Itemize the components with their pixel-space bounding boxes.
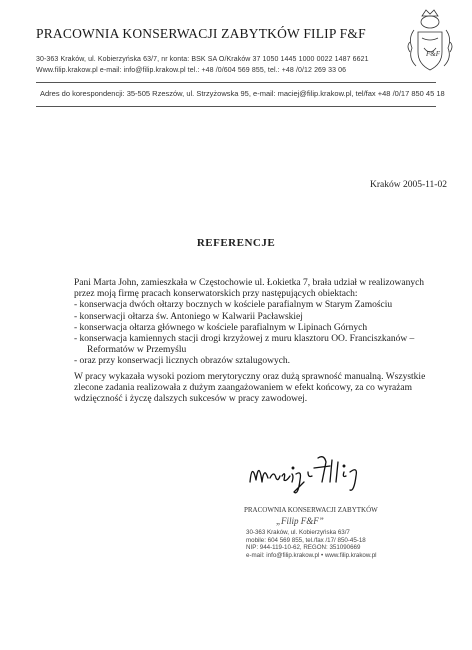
stamp-line: NIP: 944-119-10-62, REGON: 351090669 <box>246 544 361 552</box>
body-line: przez moją firmę pracach konserwatorskich przy następujących obiektach: <box>74 289 358 300</box>
list-item: - konserwacja kamiennych stacji drogi krzyżowej z muru klasztoru OO. Franciszkanów – <box>74 334 415 345</box>
stamp-line: 30-363 Kraków, ul. Kobierzyńska 63/7 <box>246 529 350 536</box>
body-line: Pani Marta John, zamieszkała w Częstochowie ul. Łokietka 7, brała udział w realizowanych <box>74 278 425 288</box>
body-line: wdzięczność i życzę dalszych sukcesów w pracy zawodowej. <box>74 394 308 405</box>
paragraph-assessment <box>74 372 426 406</box>
stamp-line: mobile: 604 569 855, tel./fax /17/ 850-45-18 <box>246 536 366 544</box>
list-item: - konserwacji ołtarza św. Antoniego w Kalwarii Pacławskiej <box>74 311 303 322</box>
header-rule-bottom <box>36 106 436 107</box>
list-item: - konserwacja dwóch ołtarzy bocznych w kościele parafialnym w Starym Zamościu <box>74 300 393 311</box>
list-item-continuation: Reformatów w Przemyślu <box>87 345 187 356</box>
company-address: 30-363 Kraków, ul. Kobierzyńska 63/7, nr konta: BSK SA O/Kraków 37 1050 1445 1000 0022 1487 6621 <box>36 56 369 63</box>
company-stamp <box>244 506 394 559</box>
body-line: zlecone zadania realizowała z dużym zaangażowaniem w efekt końcowy, za co wyrażam <box>74 383 413 394</box>
coat-of-arms-icon <box>404 8 456 78</box>
header-rule <box>36 82 436 83</box>
company-contact: Www.filip.krakow.pl e-mail: info@filip.krakow.pl tel.: +48 /0/604 569 855, tel.: +48 /0/12 269 33 06 <box>36 67 347 74</box>
list-item: - oraz przy konserwacji licznych obrazów sztalugowych. <box>74 356 291 367</box>
body-line: W pracy wykazała wysoki poziom merytoryczny oraz dużą sprawność manualną. Wszystkie <box>74 372 426 382</box>
stamp-script-name: „Filip F&F” <box>276 516 324 526</box>
paragraph-projects <box>74 278 425 368</box>
letter-date: Kraków 2005-11-02 <box>370 180 447 190</box>
handwritten-signature <box>246 452 386 502</box>
company-name: PRACOWNIA KONSERWACJI ZABYTKÓW FILIP F&F <box>36 26 366 41</box>
letter-heading: REFERENCJE <box>196 237 276 249</box>
svg-text:F&F: F&F <box>426 50 440 58</box>
stamp-line: e-mail: info@filip.krakow.pl • www.filip.krakow.pl <box>246 551 377 559</box>
stamp-company-name: PRACOWNIA KONSERWACJI ZABYTKÓW <box>244 506 378 514</box>
correspondence-address: Adres do korespondencji: 35-505 Rzeszów, ul. Strzyżowska 95, e-mail: maciej@filip.krakow.pl, tel/fax +48 /0/17 850 45 18 <box>40 89 445 98</box>
list-item: - konserwacja ołtarza głównego w kościele parafialnym w Lipinach Górnych <box>74 322 368 333</box>
